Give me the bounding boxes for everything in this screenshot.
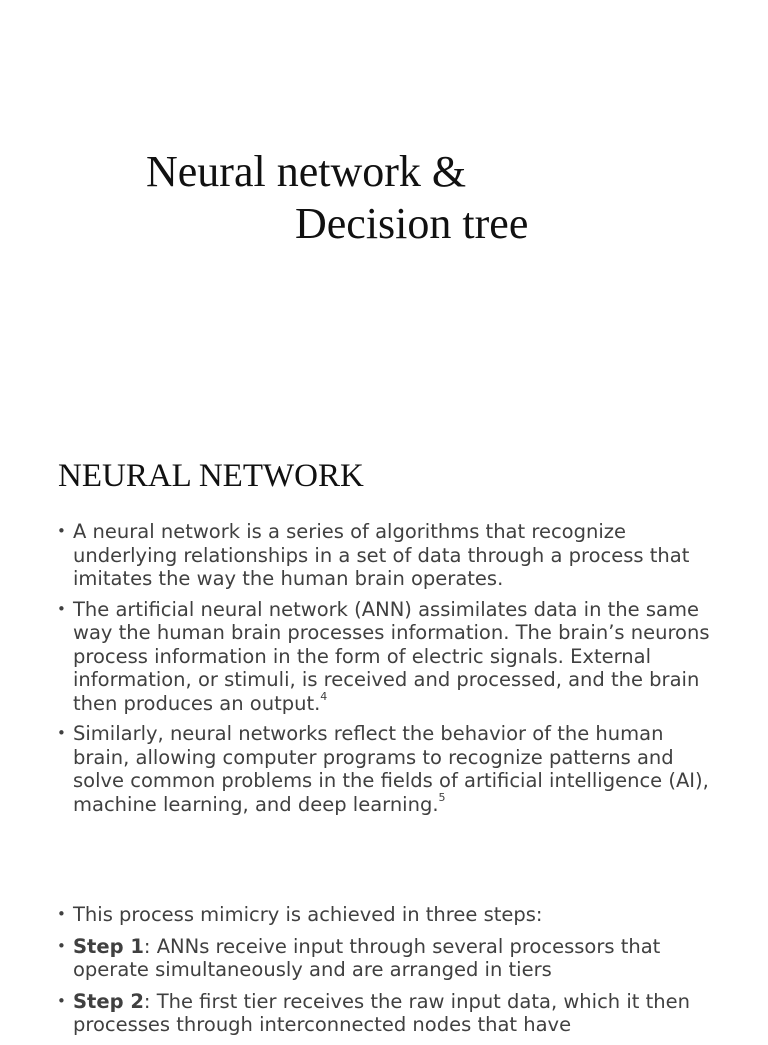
title-line-1: Neural network & [146,147,467,196]
definition-bullet-list [56,520,716,823]
step-label: Step 2 [73,989,144,1013]
steps-intro-text: This process mimicry is achieved in three steps: [73,903,543,926]
citation-marker: 4 [320,689,328,703]
bullet-item [56,520,716,591]
bullet-text: Similarly, neural networks reflect the behavior of the human brain, allowing computer programs to recognize patterns and solve common problems in the fields of artificial intelligence (AI), machine learning, and deep learning. [73,722,709,816]
title-line-2: Decision tree [295,199,529,248]
step-label: Step 1 [73,934,144,958]
bullet-item [56,722,716,816]
steps-bullet-list [56,903,716,1045]
bullet-item [56,903,716,927]
bullet-item [56,935,716,982]
bullet-text: The artificial neural network (ANN) assimilates data in the same way the human brain processes information. The brain’s neurons process information in the form of electric signals. External information, or stimuli, is received and processed, and the brain then produces an output. [73,597,710,715]
step-text: : The first tier receives the raw input data, which it then processes through interconnected nodes that have [73,989,690,1036]
bullet-item [56,598,716,716]
neural-network-slide [0,440,768,1036]
citation-marker: 5 [438,790,446,804]
title-slide [0,0,768,440]
section-heading: NEURAL NETWORK [58,458,364,494]
step-text: : ANNs receive input through several processors that operate simultaneously and are arranged in tiers [73,934,661,981]
bullet-item [56,990,716,1037]
bullet-text: A neural network is a series of algorithms that recognize underlying relationships in a set of data through a process that imitates the way the human brain operates. [73,520,690,590]
